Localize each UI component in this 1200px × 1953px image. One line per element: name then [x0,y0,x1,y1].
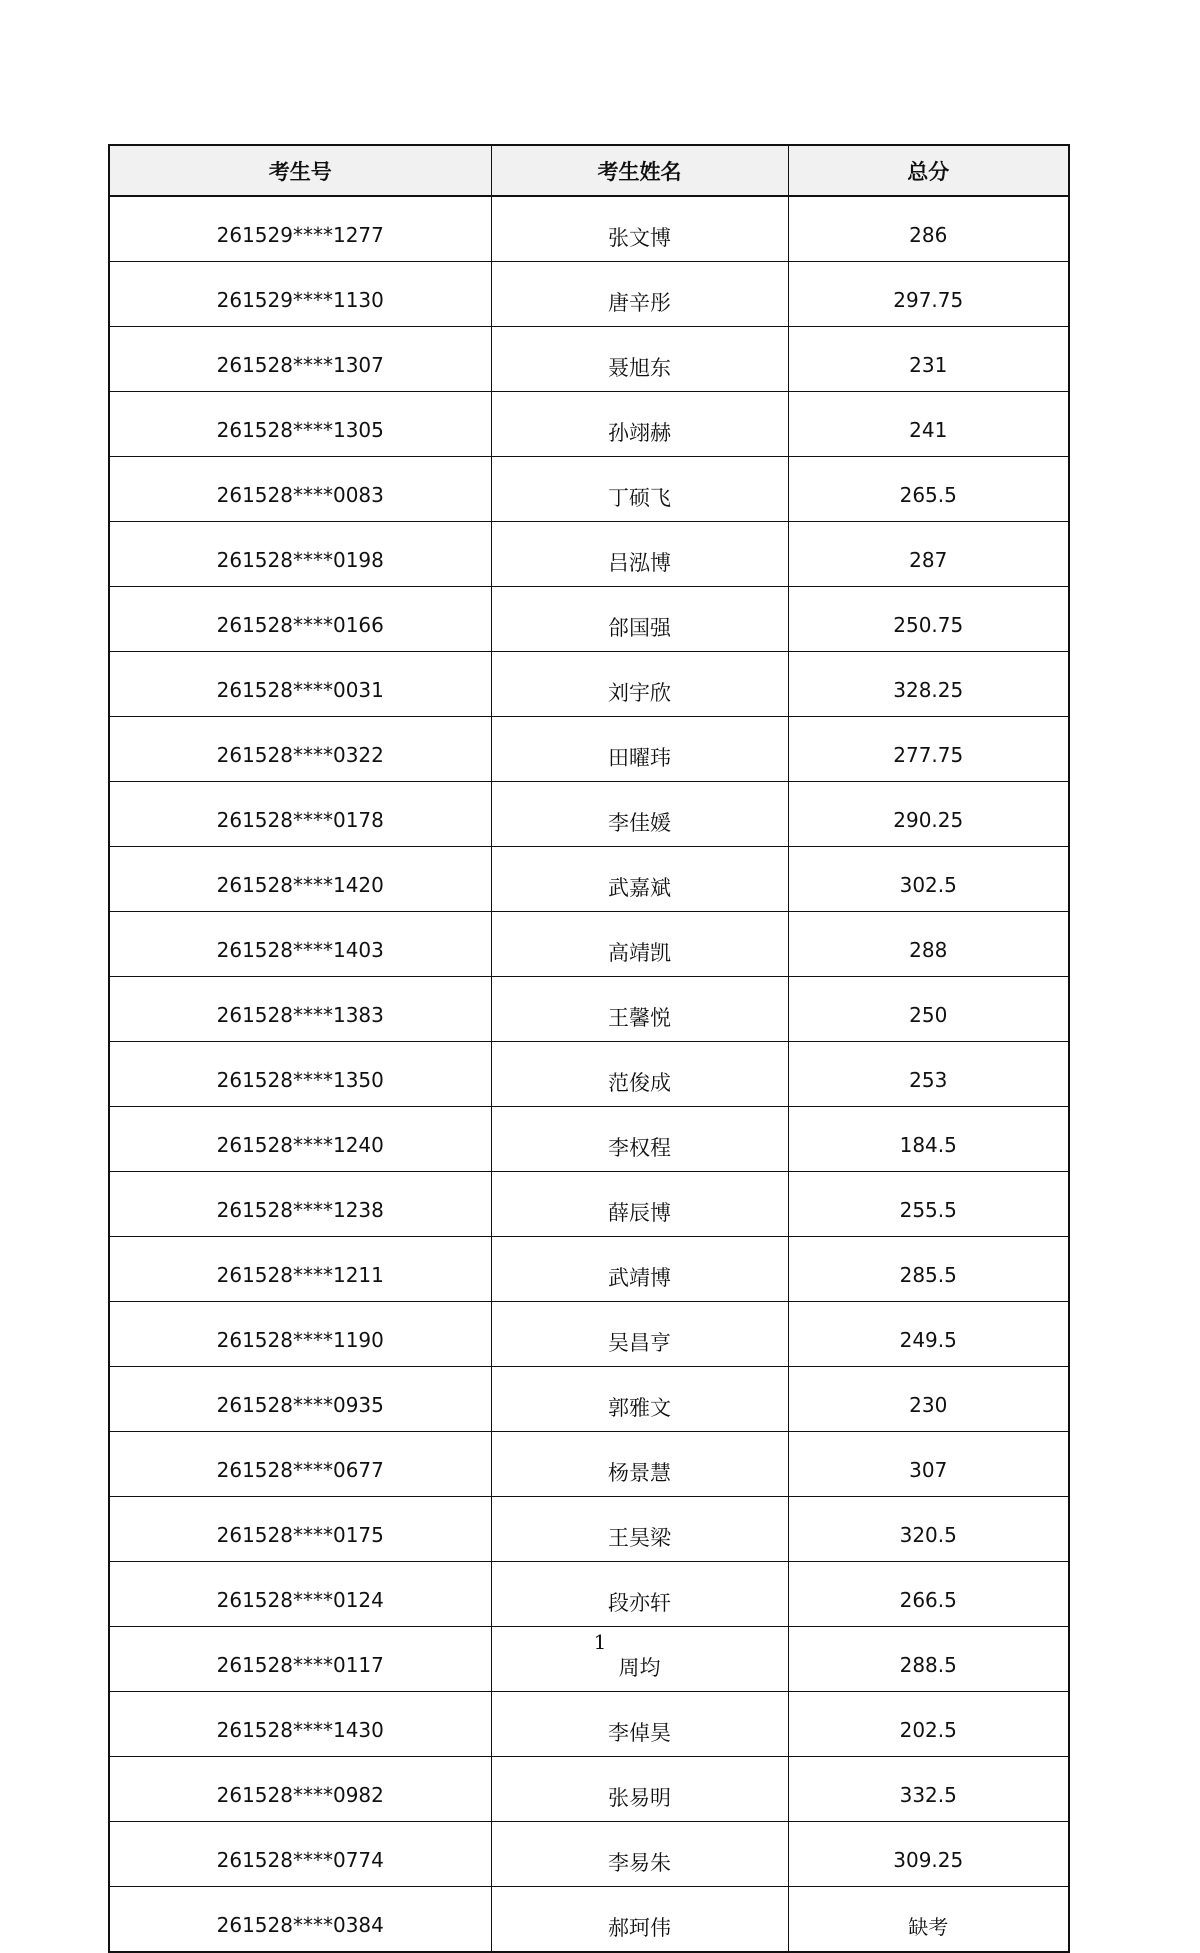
total-score-cell: 287 [788,522,1069,587]
table-row [109,587,1069,652]
candidate-number-cell: 261528****1305 [109,392,491,457]
candidate-name-cell: 丁硕飞 [491,457,788,522]
candidate-name-cell: 武嘉斌 [491,847,788,912]
candidate-name-cell: 张易明 [491,1757,788,1822]
candidate-name-cell: 张文博 [491,196,788,262]
candidate-number-cell: 261529****1277 [109,196,491,262]
table-row [109,457,1069,522]
total-score-cell: 286 [788,196,1069,262]
table-row [109,1692,1069,1757]
header-total-score: 总分 [788,145,1069,196]
candidate-number-cell: 261528****0982 [109,1757,491,1822]
table-row [109,1367,1069,1432]
candidate-number-cell: 261528****1238 [109,1172,491,1237]
total-score-cell: 288 [788,912,1069,977]
table-row [109,1757,1069,1822]
candidate-number-cell: 261528****0117 [109,1627,491,1692]
table-body [109,196,1069,1952]
candidate-name-cell: 王馨悦 [491,977,788,1042]
candidate-name-cell: 王昊梁 [491,1497,788,1562]
candidate-name-cell: 薛辰博 [491,1172,788,1237]
candidate-number-cell: 261528****0198 [109,522,491,587]
candidate-number-cell: 261528****0175 [109,1497,491,1562]
table-header [109,145,1069,196]
candidate-number-cell: 261528****0031 [109,652,491,717]
candidate-number-cell: 261528****0124 [109,1562,491,1627]
header-candidate-number: 考生号 [109,145,491,196]
candidate-number-cell: 261528****1307 [109,327,491,392]
table-row [109,1822,1069,1887]
candidate-number-cell: 261528****0774 [109,1822,491,1887]
candidate-name-cell: 李权程 [491,1107,788,1172]
total-score-cell: 255.5 [788,1172,1069,1237]
table-row [109,1497,1069,1562]
total-score-cell: 265.5 [788,457,1069,522]
total-score-cell: 249.5 [788,1302,1069,1367]
total-score-cell: 302.5 [788,847,1069,912]
candidate-name-cell: 李易朱 [491,1822,788,1887]
table-row [109,1302,1069,1367]
score-table-container [108,144,1068,1953]
candidate-number-cell: 261528****1190 [109,1302,491,1367]
candidate-name-cell: 周均 [491,1627,788,1692]
page-number: 1 [593,1630,607,1654]
table-row [109,327,1069,392]
table-row [109,1887,1069,1953]
candidate-name-cell: 刘宇欣 [491,652,788,717]
total-score-cell: 253 [788,1042,1069,1107]
total-score-cell: 241 [788,392,1069,457]
candidate-number-cell: 261528****1383 [109,977,491,1042]
total-score-cell: 332.5 [788,1757,1069,1822]
total-score-cell: 184.5 [788,1107,1069,1172]
total-score-cell: 202.5 [788,1692,1069,1757]
table-row [109,1237,1069,1302]
table-row [109,652,1069,717]
candidate-number-cell: 261528****1430 [109,1692,491,1757]
candidate-number-cell: 261528****1240 [109,1107,491,1172]
header-candidate-name: 考生姓名 [491,145,788,196]
candidate-number-cell: 261528****0677 [109,1432,491,1497]
candidate-name-cell: 唐辛彤 [491,262,788,327]
candidate-number-cell: 261528****0384 [109,1887,491,1953]
total-score-cell: 328.25 [788,652,1069,717]
table-row [109,262,1069,327]
candidate-name-cell: 郝珂伟 [491,1887,788,1953]
candidate-number-cell: 261528****1350 [109,1042,491,1107]
total-score-cell: 缺考 [788,1887,1069,1953]
total-score-cell: 277.75 [788,717,1069,782]
candidate-number-cell: 261528****0935 [109,1367,491,1432]
total-score-cell: 266.5 [788,1562,1069,1627]
candidate-number-cell: 261528****0166 [109,587,491,652]
table-row [109,522,1069,587]
table-row [109,912,1069,977]
candidate-name-cell: 武靖博 [491,1237,788,1302]
score-table [108,144,1070,1953]
total-score-cell: 309.25 [788,1822,1069,1887]
total-score-cell: 230 [788,1367,1069,1432]
table-row [109,392,1069,457]
candidate-name-cell: 田曜玮 [491,717,788,782]
total-score-cell: 250.75 [788,587,1069,652]
candidate-name-cell: 郃国强 [491,587,788,652]
candidate-name-cell: 李佳媛 [491,782,788,847]
table-row [109,1562,1069,1627]
table-row [109,1432,1069,1497]
table-row [109,977,1069,1042]
table-row [109,847,1069,912]
total-score-cell: 297.75 [788,262,1069,327]
table-row [109,782,1069,847]
candidate-number-cell: 261528****1403 [109,912,491,977]
candidate-number-cell: 261528****0322 [109,717,491,782]
candidate-name-cell: 吴昌亨 [491,1302,788,1367]
candidate-name-cell: 孙翊赫 [491,392,788,457]
candidate-name-cell: 聂旭东 [491,327,788,392]
total-score-cell: 250 [788,977,1069,1042]
table-row [109,1042,1069,1107]
header-row [109,145,1069,196]
candidate-name-cell: 杨景慧 [491,1432,788,1497]
candidate-number-cell: 261529****1130 [109,262,491,327]
total-score-cell: 288.5 [788,1627,1069,1692]
total-score-cell: 231 [788,327,1069,392]
candidate-name-cell: 吕泓博 [491,522,788,587]
candidate-number-cell: 261528****1211 [109,1237,491,1302]
table-row [109,717,1069,782]
candidate-name-cell: 李倬昊 [491,1692,788,1757]
candidate-name-cell: 高靖凯 [491,912,788,977]
table-row [109,1172,1069,1237]
candidate-name-cell: 段亦轩 [491,1562,788,1627]
total-score-cell: 290.25 [788,782,1069,847]
candidate-name-cell: 郭雅文 [491,1367,788,1432]
candidate-number-cell: 261528****0178 [109,782,491,847]
total-score-cell: 307 [788,1432,1069,1497]
candidate-number-cell: 261528****0083 [109,457,491,522]
total-score-cell: 320.5 [788,1497,1069,1562]
candidate-number-cell: 261528****1420 [109,847,491,912]
candidate-name-cell: 范俊成 [491,1042,788,1107]
total-score-cell: 285.5 [788,1237,1069,1302]
table-row [109,196,1069,262]
table-row [109,1107,1069,1172]
